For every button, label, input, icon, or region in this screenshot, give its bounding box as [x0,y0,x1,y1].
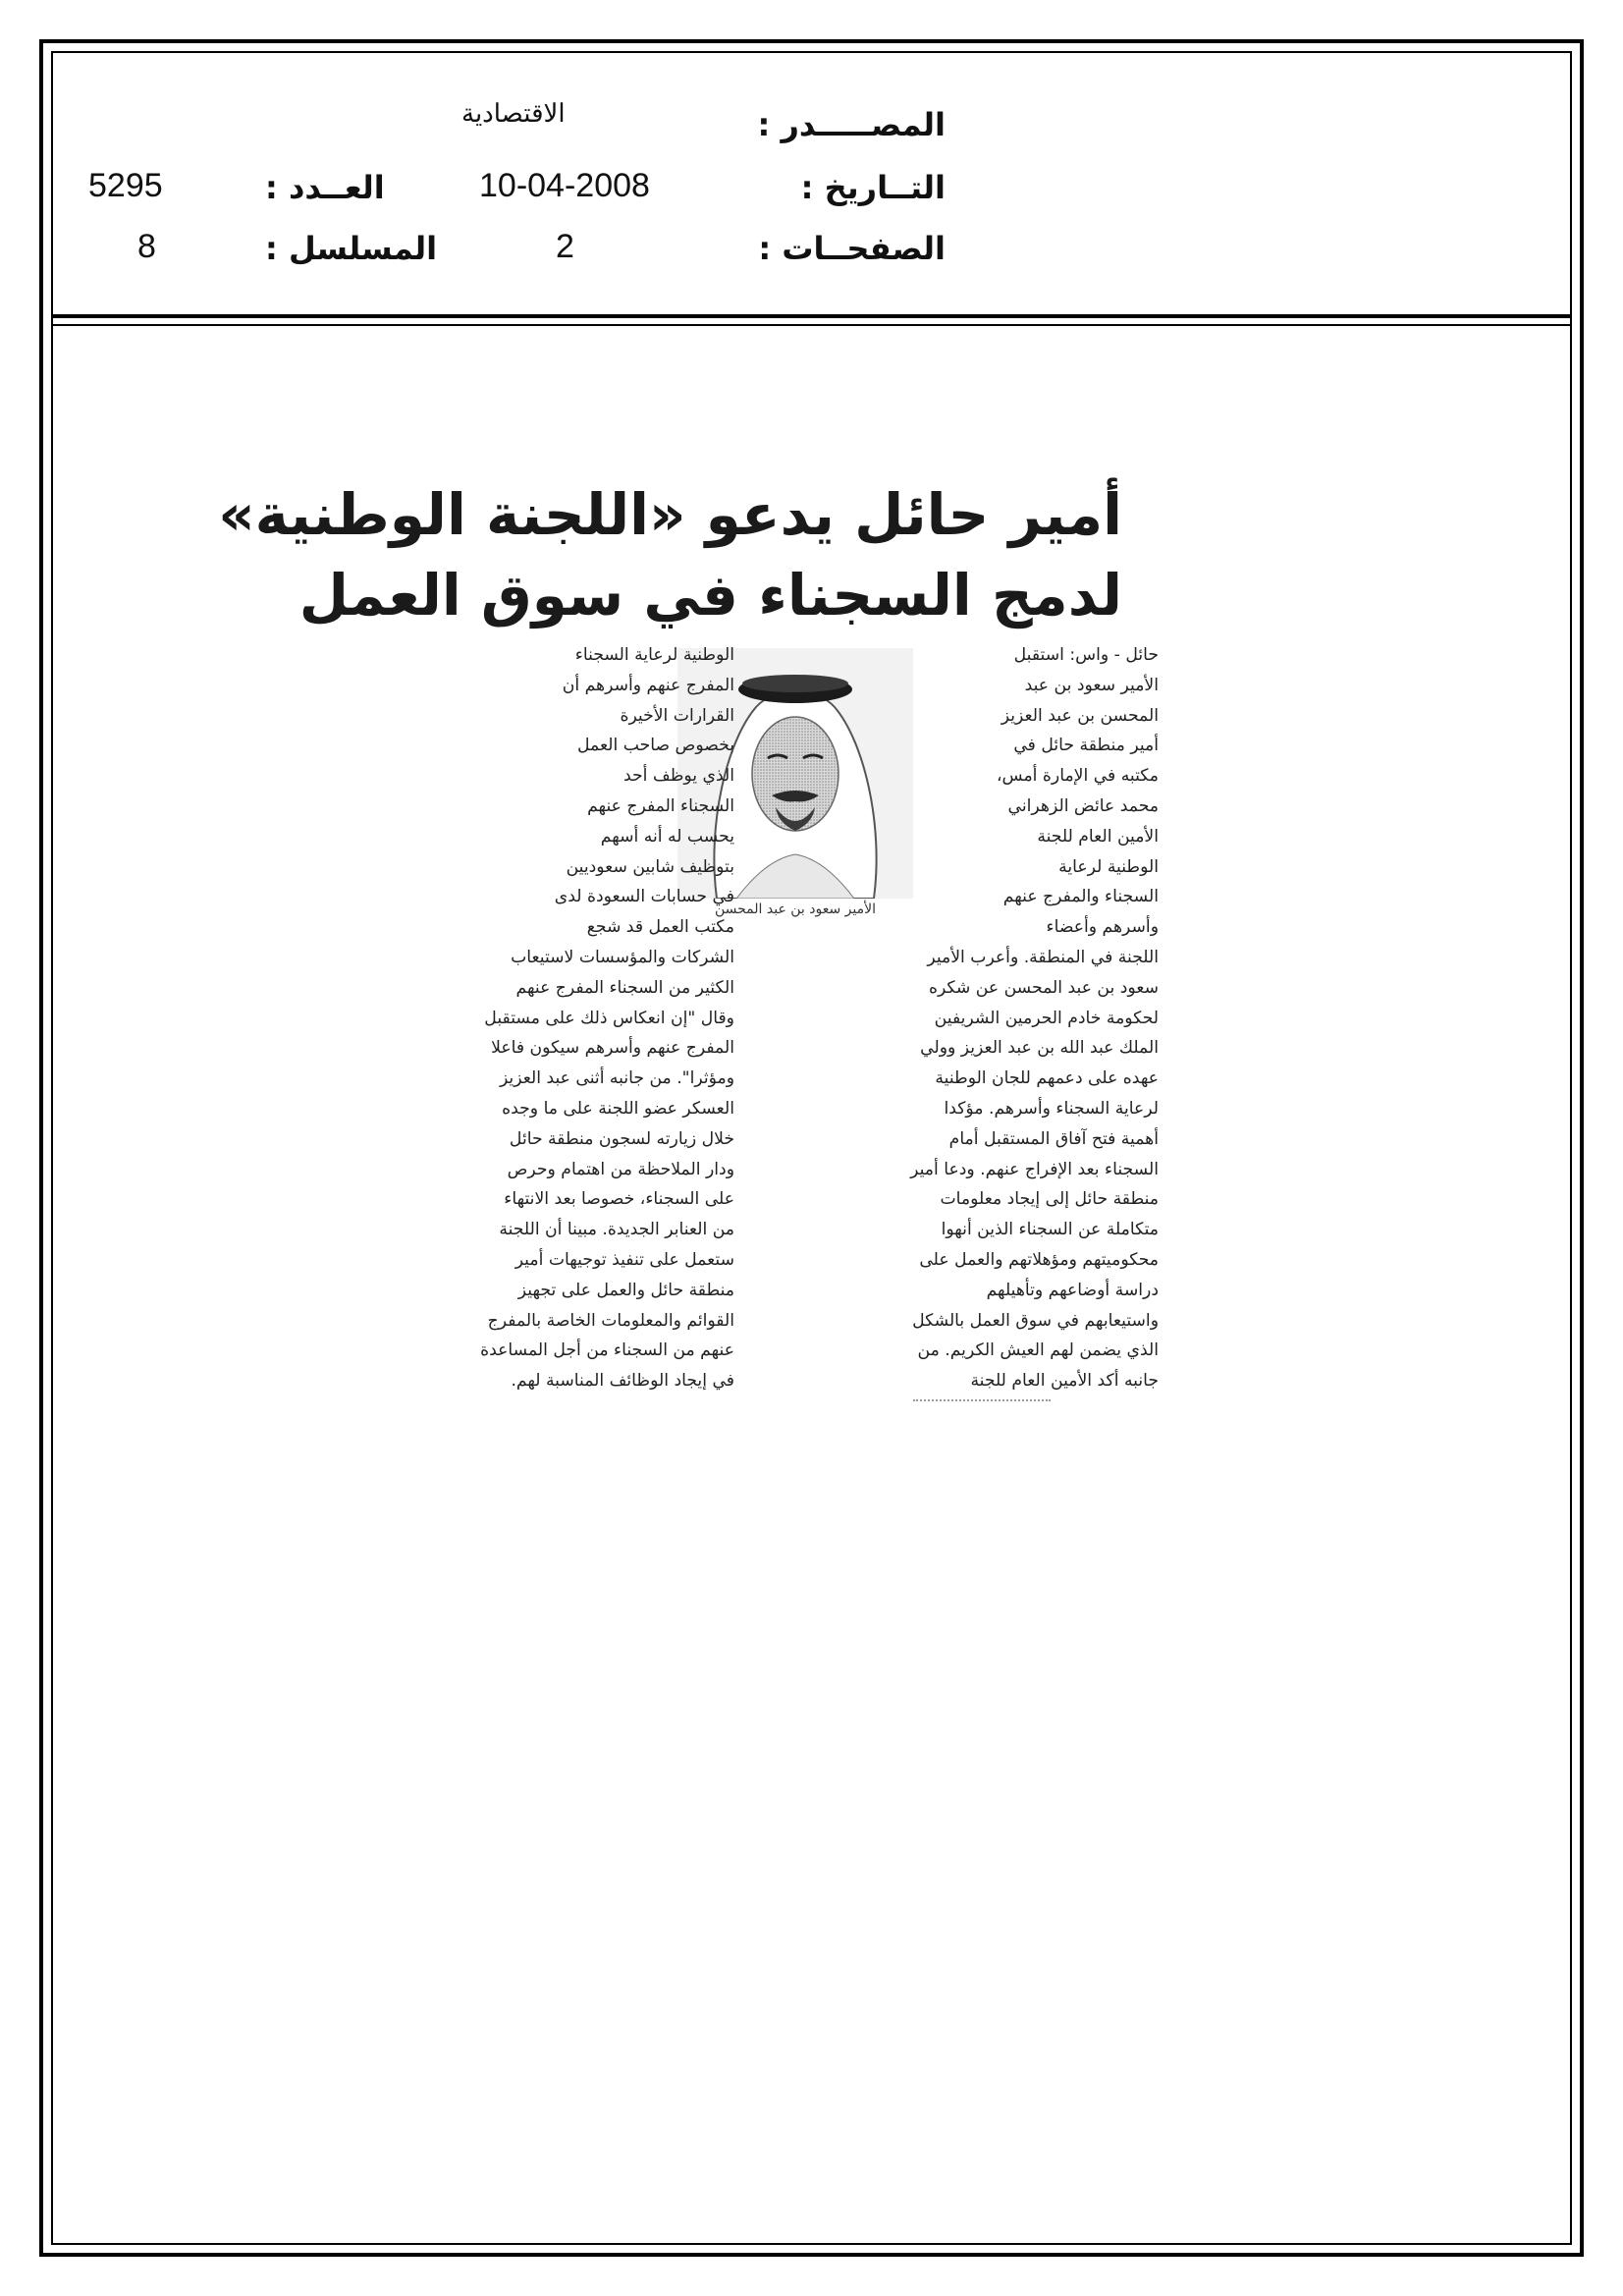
header-divider [51,314,1572,318]
serial-value: 8 [137,228,156,265]
article-line: العسكر عضو اللجنة على ما وجده [502,1098,734,1119]
article-line: منطقة حائل والعمل على تجهيز [517,1280,734,1300]
article-line: الكثير من السجناء المفرج عنهم [515,977,734,998]
pages-value: 2 [556,228,574,265]
article-line: الملك عبد الله بن عبد العزيز وولي [920,1038,1159,1059]
article-line: متكاملة عن السجناء الذين أنهوا [941,1220,1159,1240]
article-line: ومؤثرا". من جانبه أثنى عبد العزيز [499,1068,734,1089]
article-line: السجناء بعد الإفراج عنهم. ودعا أمير [910,1159,1159,1179]
article-line: الشركات والمؤسسات لاستيعاب [511,947,734,967]
article-line: يحسب له أنه أسهم [600,826,734,847]
article-line: لرعاية السجناء وأسرهم. مؤكدا [944,1098,1159,1119]
article-line: الوطنية لرعاية [1058,856,1159,877]
article-line: المفرج عنهم وأسرهم سيكون فاعلا [491,1038,734,1059]
article-line: أهمية فتح آفاق المستقبل أمام [948,1128,1159,1149]
article-line: بتوظيف شابين سعوديين [566,856,734,877]
article-line: السجناء المفرج عنهم [587,795,734,816]
article-line: أمير منطقة حائل في [1013,736,1159,756]
date-label: التــاريخ : [800,169,946,206]
article-line: الذي يضمن لهم العيش الكريم. من [917,1340,1159,1361]
serial-label: المسلسل : [265,230,438,267]
article-line: المفرج عنهم وأسرهم أن [562,675,734,695]
article-line: منطقة حائل إلى إيجاد معلومات [940,1189,1159,1210]
article-line: عهده على دعمهم للجان الوطنية [935,1068,1159,1089]
article-line: خلال زيارته لسجون منطقة حائل [509,1128,734,1149]
article-line: جانبه أكد الأمين العام للجنة [970,1371,1159,1392]
article-line: الوطنية لرعاية السجناء [574,645,734,665]
article-line: عنهم من السجناء من أجل المساعدة [480,1340,734,1361]
article-line: حائل - واس: استقبل [1013,645,1159,665]
article-line: سعود بن عبد المحسن عن شكره [928,977,1159,998]
date-value: 10-04-2008 [479,167,650,204]
article-line: السجناء والمفرج عنهم [1002,887,1159,907]
article-line: محمد عائض الزهراني [1007,795,1159,816]
article-line: في إيجاد الوظائف المناسبة لهم. [511,1371,734,1392]
article-line: ودار الملاحظة من اهتمام وحرص [507,1159,734,1179]
issue-value: 5295 [88,167,163,204]
photo-caption: الأمير سعود بن عبد المحسن [715,902,876,917]
article-column-right [910,640,1159,1396]
article-line: واستيعابهم في سوق العمل بالشكل [912,1310,1159,1331]
article-line: لحكومة خادم الحرمين الشريفين [934,1008,1159,1028]
article-line: اللجنة في المنطقة. وأعرب الأمير [927,947,1159,967]
article-line: وقال "إن انعكاس ذلك على مستقبل [484,1008,734,1028]
article-line: ستعمل على تنفيذ توجيهات أمير [514,1249,734,1270]
source-label: المصـــــدر : [757,106,946,143]
column-end-separator [913,1399,1051,1401]
pages-label: الصفحــات : [758,230,946,267]
article-line: وأسرهم وأعضاء [1046,917,1159,938]
article-line: بخصوص صاحب العمل [577,736,734,756]
article-line: في حسابات السعودة لدى [554,887,734,907]
article-line: دراسة أوضاعهم وتأهيلهم [986,1280,1159,1300]
article-line: الذي يوظف أحد [623,766,734,787]
issue-label: العــدد : [265,169,385,206]
article-column-left [440,640,734,1396]
article-line: الأمين العام للجنة [1037,826,1159,847]
article-line: على السجناء، خصوصا بعد الانتهاء [504,1189,734,1210]
page-border-inner [51,51,1572,2245]
article-line: مكتبه في الإمارة أمس، [997,766,1159,787]
article-line: القرارات الأخيرة [620,705,734,726]
headline-line-1: أمير حائل يدعو «اللجنة الوطنية» [218,481,1122,548]
article-line: مكتب العمل قد شجع [586,917,734,938]
article-line: الأمير سعود بن عبد [1024,675,1159,695]
article-line: القوائم والمعلومات الخاصة بالمفرج [487,1310,734,1331]
header-divider-thin [51,324,1572,326]
source-value: الاقتصادية [461,98,566,128]
article-line: من العنابر الجديدة. مبينا أن اللجنة [499,1220,734,1240]
article-line: محكوميتهم ومؤهلاتهم والعمل على [919,1249,1159,1270]
headline-line-2: لدمج السجناء في سوق العمل [298,562,1122,629]
article-line: المحسن بن عبد العزيز [1001,705,1159,726]
